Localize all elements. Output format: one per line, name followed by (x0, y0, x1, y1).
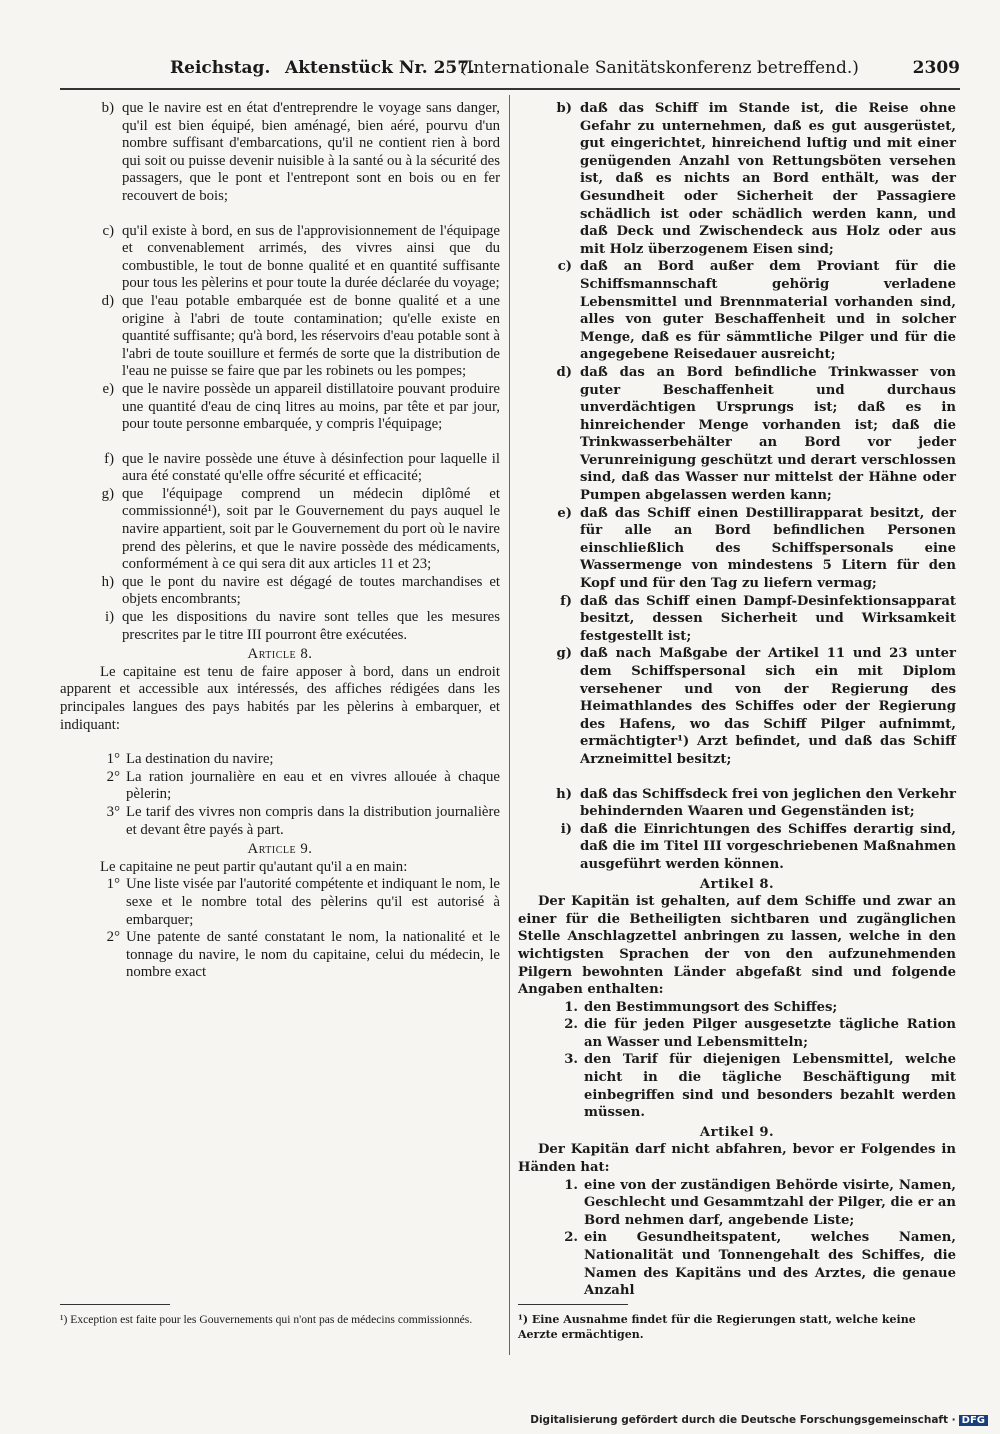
header-rule (60, 88, 960, 90)
item-label: e) (102, 380, 114, 397)
item-label: f) (560, 593, 572, 609)
item-label: g) (101, 485, 114, 502)
item-text: daß die Einrichtungen des Schiffes derartig sind, daß die im Titel III vorgeschriebenen Maßnahmen ausgeführt werden können. (580, 821, 956, 872)
dfg-logo: DFG (959, 1415, 988, 1426)
fr-article-8-heading: Article 8. (247, 646, 313, 663)
item-label: 2. (564, 1230, 578, 1246)
de-art8-item-3 (518, 1051, 956, 1121)
item-label: b) (556, 101, 572, 116)
digitization-credit (530, 1414, 988, 1426)
fr-article-9-heading: Article 9. (247, 841, 313, 858)
item-label: h) (101, 573, 114, 590)
column-divider (509, 95, 510, 1355)
item-text: eine von der zuständigen Behörde visirte, Namen, Geschlecht und Gesammtzahl der Pilger, die er an Bord nehmen darf, angebende Liste; (584, 1177, 956, 1228)
item-text: daß das Schiff im Stande ist, die Reise ohne Gefahr zu unternehmen, daß es gut ausgerüstet, gut eingerichtet, hinreichend luftig und mit einer genügenden Anzahl von Rettungsböten versehen ist, daß es nichts an Bord enthält, was der Gesundheit oder Sicherheit der Passagiere schädlich ist oder schädlich werden kann, und daß Deck und Zwischendeck aus Holz oder aus mit Holz überzogenem Eisen sind; (580, 101, 956, 257)
item-text: ein Gesundheitspatent, welches Namen, Nationalität und Tonnengehalt des Schiffes, die Namen des Kapitäns und des Arztes, die genaue Anzahl (584, 1230, 956, 1299)
fr-item-g (60, 486, 500, 574)
fr-article-9-text: Le capitaine ne peut partir qu'autant qu'il a en main: (100, 858, 408, 875)
item-label: g) (556, 646, 572, 662)
header-reichstag: Reichstag. (170, 58, 271, 78)
item-label: c) (557, 259, 572, 275)
item-text: daß das Schiff einen Dampf-Desinfektionsapparat besitzt, dessen Sicherheit und Wirksamkeit festgestellt ist; (580, 593, 956, 644)
fr-article-8-text: Le capitaine est tenu de faire apposer à bord, dans un endroit apparent et accessible aux intéressés, des affiches rédigées dans les principales langues des pays habités par les pèlerins à embarquer, et indiquant: (60, 663, 500, 733)
de-footnote: ¹) Eine Ausnahme findet für die Regierungen statt, welche keine Aerzte ermächtigen. (518, 1313, 916, 1341)
item-label: i) (104, 609, 114, 626)
item-label: 2° (106, 929, 120, 946)
item-label: c) (102, 222, 114, 239)
fr-item-h (60, 574, 500, 609)
item-text: daß an Bord außer dem Proviant für die Schiffsmannschaft gehörig verladene Lebensmittel und Brennmaterial vorhanden sind, alles von guter Beschaffenheit und in solcher Menge, daß es für sämmtliche Pilger und für die angegebene Reisedauer ausreicht; (580, 259, 956, 363)
de-article-8-heading: Artikel 8. (699, 876, 775, 892)
fr-item-b (60, 100, 500, 206)
german-column (518, 100, 956, 1300)
item-text: Le tarif des vivres non compris dans la distribution journalière et devant être payés à part. (126, 803, 500, 838)
fr-item-d (60, 293, 500, 381)
item-label: 1° (106, 876, 120, 893)
de-article-9-heading: Artikel 9. (699, 1124, 775, 1140)
de-article-9-text: Der Kapitän darf nicht abfahren, bevor er Folgendes in Händen hat: (518, 1142, 956, 1176)
fr-footnote-rule (60, 1304, 170, 1305)
fr-art8-item-1 (60, 751, 500, 769)
de-art8-item-1 (518, 999, 956, 1017)
item-text: que les dispositions du navire sont telles que les mesures prescrites par le titre III pourront être exécutées. (122, 609, 500, 643)
fr-list-b-i (60, 100, 500, 644)
item-text: que le navire est en état d'entreprendre le voyage sans danger, qu'il est bien équipé, bien aménagé, bien aéré, pourvu d'un nombre suffisant d'embarcations, qu'il ne contient rien à bord qui soit ou puisse devenir nuisible à la santé ou à la sécurité des passagers, que le pont et l'entrepont sont en bois ou en fer recouvert de bois; (122, 100, 500, 204)
de-item-d (518, 364, 956, 505)
credit-text: Digitalisierung gefördert durch die Deutsche Forschungsgemeinschaft · (530, 1414, 956, 1426)
fr-item-e (60, 381, 500, 434)
item-label: d) (101, 292, 114, 309)
item-label: 3° (106, 803, 120, 820)
item-label: h) (556, 786, 572, 802)
de-item-g (518, 645, 956, 768)
page-header (170, 58, 960, 88)
de-item-c (518, 258, 956, 364)
de-item-b (518, 100, 956, 258)
item-text: que l'équipage comprend un médecin diplômé et commissionné¹), soit par le Gouvernement du pays auquel le navire appartient, soit par le Gouvernement du port où le navire prend des pèlerins, et que le navire possède des médicaments, conformément à ce qui sera dit aux articles 11 et 23; (122, 485, 500, 573)
item-text: daß nach Maßgabe der Artikel 11 und 23 unter dem Schiffspersonal sich ein mit Diplom versehener und von der Regierung des Heimathlandes des Schiffes oder der Regierung des Hafens, wo das Schiff Pilger aufnimmt, ermächtigter¹) Arzt befindet, und daß das Schiff Arzneimittel besitzt; (580, 646, 956, 767)
fr-art8-item-2 (60, 769, 500, 804)
de-footnote-rule (518, 1304, 628, 1305)
item-text: que l'eau potable embarquée est de bonne qualité et a une origine à l'abri de toute contamination; qu'elle existe en quantité suffisante; qu'à bord, les réservoirs d'eau potable sont à l'abri de toute souillure et fermés de sorte que la distribution de l'eau ne puisse se faire que par les robinets ou les pompes; (122, 292, 500, 380)
item-label: b) (101, 100, 114, 116)
fr-art9-item-2 (60, 929, 500, 982)
de-art9-item-2 (518, 1229, 956, 1299)
fr-item-f (60, 451, 500, 486)
item-label: f) (104, 450, 114, 467)
de-item-e (518, 505, 956, 593)
item-label: 2° (106, 768, 120, 785)
french-column (60, 100, 500, 982)
item-text: den Tarif für diejenigen Lebensmittel, welche nicht in die tägliche Beschäftigung mit einbegriffen sind und besonders bezahlt werden müssen. (584, 1052, 956, 1121)
item-text: die für jeden Pilger ausgesetzte tägliche Ration an Wasser und Lebensmitteln; (584, 1017, 956, 1050)
item-text: que le pont du navire est dégagé de toutes marchandises et objets encombrants; (122, 573, 500, 608)
item-label: 2. (564, 1017, 578, 1033)
item-text: qu'il existe à bord, en sus de l'approvisionnement de l'équipage et convenablement arrimés, des vivres ainsi que du combustible, le tout de bonne qualité et en quantité suffisante pour tous les pèlerins et pour toute la durée déclarée du voyage; (122, 222, 500, 292)
item-text: que le navire possède une étuve à désinfection pour laquelle il aura été constaté qu'elle offre sécurité et efficacité; (122, 450, 500, 485)
de-item-f (518, 593, 956, 646)
de-art9-item-1 (518, 1177, 956, 1230)
fr-item-c (60, 223, 500, 293)
item-label: 1. (564, 1177, 578, 1193)
de-art8-item-2 (518, 1016, 956, 1051)
item-label: 3. (564, 1052, 578, 1068)
item-text: La destination du navire; (126, 751, 274, 768)
item-text: Une liste visée par l'autorité compétente et indiquant le nom, le sexe et le nombre total des pèlerins qu'il est autorisé à embarquer; (126, 876, 500, 928)
item-text: Une patente de santé constatant le nom, la nationalité et le tonnage du navire, le nom du capitaine, celui du médecin, le nombre exact (126, 929, 500, 981)
header-document-number: Aktenstück Nr. 257. (285, 58, 476, 78)
item-label: d) (556, 364, 572, 380)
header-subject: (Internationale Sanitätskonferenz betreffend.) (460, 58, 859, 78)
item-label: e) (557, 505, 572, 521)
item-label: 1. (564, 999, 578, 1015)
fr-art9-item-1 (60, 876, 500, 929)
item-text: daß das Schiffsdeck frei von jeglichen den Verkehr behindernden Waaren und Gegenständen ist; (580, 786, 956, 820)
item-text: que le navire possède un appareil distillatoire pouvant produire une quantité d'eau de cinq litres au moins, par tête et par jour, pour toute personne embarquée, y compris l'équipage; (122, 380, 500, 433)
de-article-8-text: Der Kapitän ist gehalten, auf dem Schiffe und zwar an einer für die Betheiligten sichtbaren und zugänglichen Stelle Anschlagzettel anbringen zu lassen, welche in den wichtigsten Sprachen der von den aufzunehmenden Pilgern bewohnten Länder abgefaßt sind und folgende Angaben enthalten: (518, 894, 956, 998)
fr-footnote: ¹) Exception est faite pour les Gouvernements qui n'ont pas de médecins commissionnés. (60, 1313, 473, 1326)
page-number: 2309 (912, 58, 960, 78)
de-item-i (518, 821, 956, 874)
fr-art8-item-3 (60, 804, 500, 839)
item-text: daß das Schiff einen Destillirapparat besitzt, der für alle an Bord befindlichen Personen einschließlich des Schiffspersonals eine Wassermenge von mindestens 5 Litern für den Kopf und für den Tag zu liefern vermag; (580, 505, 956, 592)
item-text: daß das an Bord befindliche Trinkwasser von guter Beschaffenheit und durchaus unverdächtigen Ursprungs ist; daß es in hinreichender Menge vorhanden ist; daß die Trinkwasserbehälter an Bord vor jeder Verunreinigung geschützt und derart verschlossen sind, daß das Wasser nur mittelst der Hähne oder Pumpen abgelassen werden kann; (580, 364, 956, 504)
item-text: La ration journalière en eau et en vivres allouée à chaque pèlerin; (126, 768, 500, 803)
item-text: den Bestimmungsort des Schiffes; (584, 999, 838, 1015)
item-label: 1° (106, 751, 120, 768)
fr-item-i (60, 609, 500, 644)
de-item-h (518, 786, 956, 821)
item-label: i) (560, 821, 572, 837)
